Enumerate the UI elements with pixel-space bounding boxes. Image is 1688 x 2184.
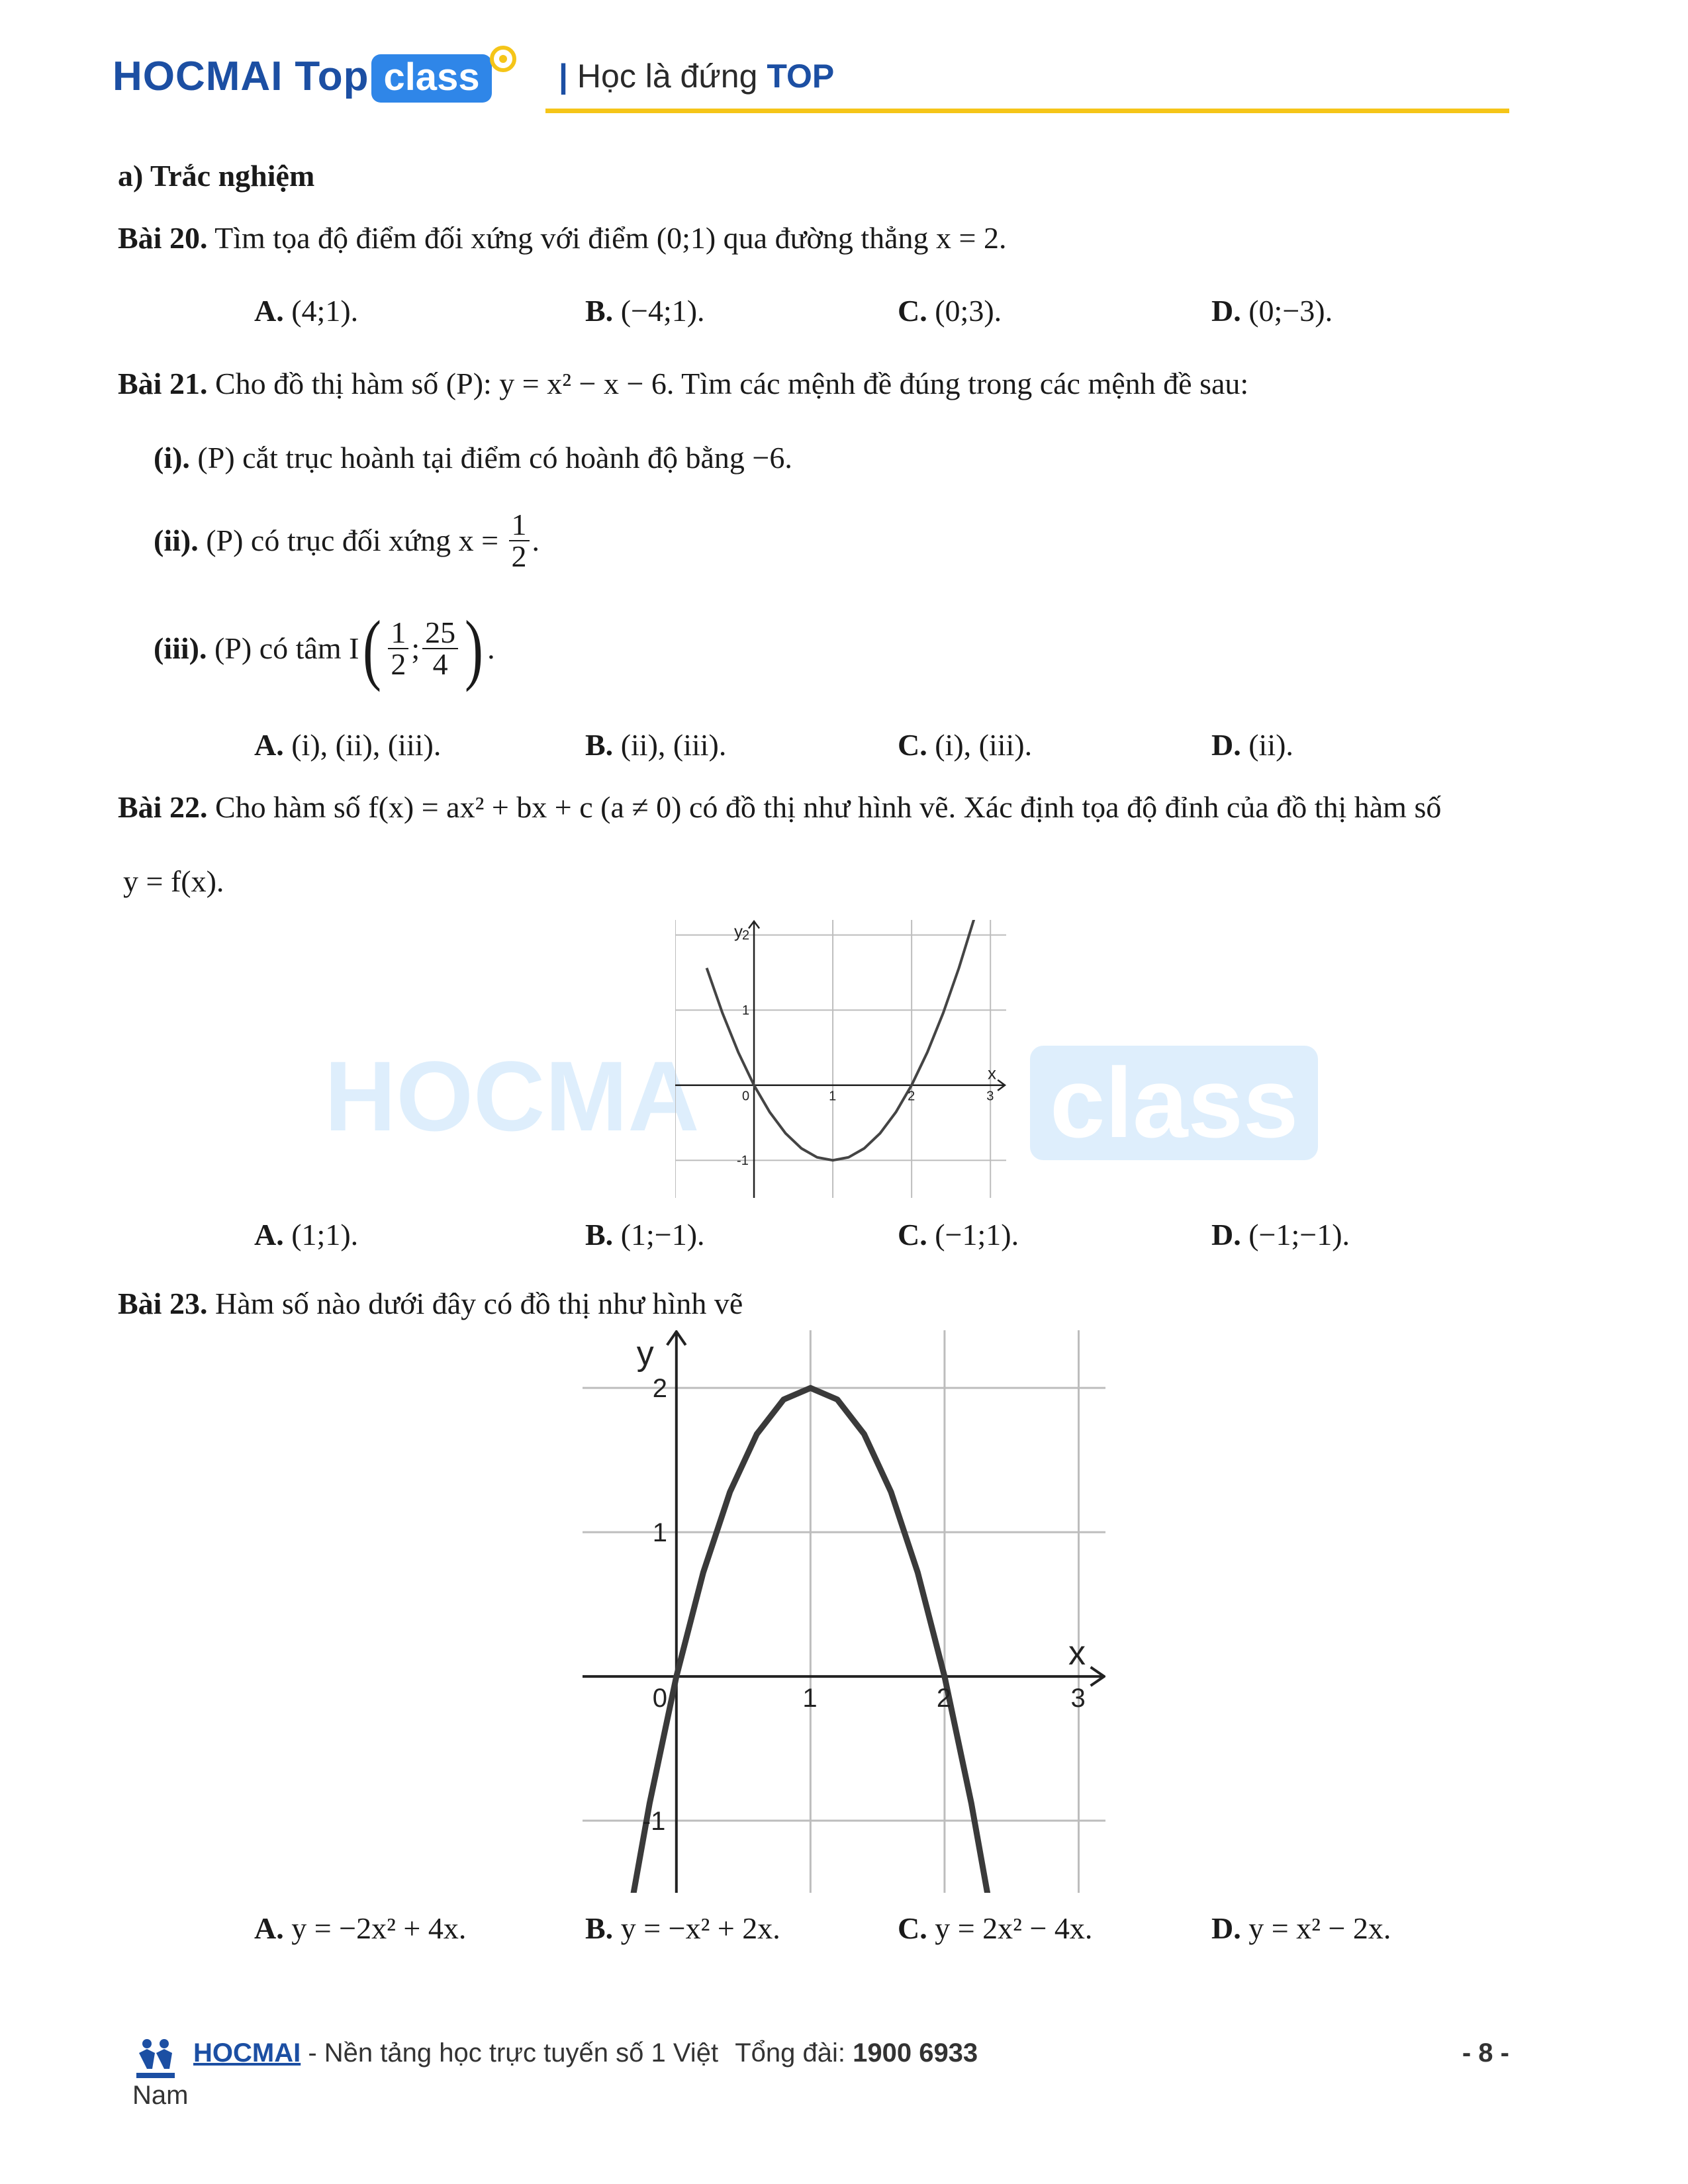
- q22-question-line2: y = f(x).: [123, 864, 224, 898]
- q20-option-b: [585, 291, 705, 331]
- fraction: [509, 510, 530, 572]
- fraction-numerator: 1: [509, 510, 530, 541]
- x-tick-label: 0: [652, 1684, 668, 1713]
- q20-label: Bài 20.: [118, 221, 208, 255]
- statement-label: (ii).: [154, 523, 199, 557]
- y-axis-label: y: [734, 921, 743, 941]
- option-value: (1;1).: [291, 1218, 359, 1251]
- x-tick-label: 0: [742, 1089, 750, 1104]
- fraction-denominator: 4: [432, 647, 448, 681]
- x-tick-label: 3: [986, 1089, 994, 1104]
- q20-text: Tìm tọa độ điểm đối xứng với điểm (0;1) qua đường thẳng x = 2.: [214, 221, 1007, 255]
- option-key: B.: [585, 1218, 614, 1251]
- q21-question: [118, 364, 1248, 404]
- watermark-left: HOCMA: [324, 1040, 700, 1152]
- q21-option-a: [254, 725, 441, 765]
- x-tick-label: 2: [908, 1089, 915, 1104]
- option-value: (−1;−1).: [1248, 1218, 1350, 1251]
- header-rule: [545, 109, 1509, 113]
- sun-icon: [488, 44, 518, 74]
- q22-text: Cho hàm số f(x) = ax² + bx + c (a ≠ 0) có đồ thị như hình vẽ. Xác định tọa độ đỉnh của đồ thị hàm số: [214, 790, 1442, 824]
- option-key: A.: [254, 294, 284, 328]
- q21-option-b: [585, 725, 726, 765]
- q20-option-d: [1211, 291, 1333, 331]
- option-key: C.: [898, 728, 927, 762]
- option-value: y = −2x² + 4x.: [291, 1911, 467, 1945]
- q23-option-b: [585, 1909, 780, 1948]
- y-tick-label: 1: [652, 1518, 668, 1548]
- q22-label: Bài 22.: [118, 790, 208, 824]
- logo-class: class: [371, 54, 491, 103]
- tagline: [559, 57, 834, 95]
- option-value: (1;−1).: [620, 1218, 705, 1251]
- parabola-curve: [707, 920, 975, 1160]
- q20-option-c: [898, 291, 1002, 331]
- option-value: (ii), (iii).: [620, 728, 727, 762]
- y-tick-label: 1: [742, 1003, 750, 1019]
- option-key: C.: [898, 294, 927, 328]
- logo: [113, 53, 492, 100]
- q20-option-a: [254, 291, 358, 331]
- header: [113, 46, 1509, 119]
- logo-top: Top: [295, 54, 369, 99]
- statement-text: (P) có tâm I: [214, 631, 359, 665]
- y-tick-label: 2: [742, 928, 750, 943]
- q23-question: [118, 1284, 743, 1324]
- option-value: (−4;1).: [620, 294, 705, 328]
- option-value: (0;3).: [935, 294, 1002, 328]
- fraction-denominator: 2: [391, 647, 406, 681]
- y-tick-label: -1: [641, 1807, 666, 1837]
- q22-question: [118, 788, 1441, 827]
- q23-graph: [583, 1330, 1105, 1893]
- q21-text: Cho đồ thị hàm số (P): y = x² − x − 6. Tìm các mệnh đề đúng trong các mệnh đề sau:: [214, 367, 1249, 400]
- option-key: B.: [585, 1911, 614, 1945]
- option-value: (4;1).: [291, 294, 359, 328]
- option-key: B.: [585, 294, 614, 328]
- tagline-bar: |: [559, 58, 568, 95]
- x-tick-label: 1: [802, 1684, 818, 1713]
- q21-label: Bài 21.: [118, 367, 208, 400]
- q22-option-b: [585, 1215, 705, 1255]
- option-key: A.: [254, 1218, 284, 1251]
- option-key: A.: [254, 728, 284, 762]
- footer-text: - Nền tảng học trực tuyến số 1 Việt: [308, 2038, 719, 2068]
- q23-label: Bài 23.: [118, 1287, 208, 1320]
- option-key: D.: [1211, 1218, 1241, 1251]
- x-axis-label: x: [988, 1063, 996, 1083]
- option-value: y = x² − 2x.: [1248, 1911, 1391, 1945]
- option-key: D.: [1211, 728, 1241, 762]
- q23-text: Hàm số nào dưới đây có đồ thị như hình vẽ: [214, 1287, 743, 1320]
- q22-option-a: [254, 1215, 358, 1255]
- footer-line: [193, 2038, 978, 2068]
- fraction-numerator: 1: [388, 617, 408, 649]
- fraction: [388, 617, 408, 680]
- footer-hotline-label: Tổng đài:: [735, 2038, 845, 2068]
- option-value: (i), (ii), (iii).: [291, 728, 442, 762]
- option-value: (0;−3).: [1248, 294, 1333, 328]
- y-tick-label: 2: [652, 1374, 668, 1404]
- x-tick-label: 1: [829, 1089, 837, 1104]
- option-key: C.: [898, 1218, 927, 1251]
- x-tick-label: 3: [1070, 1684, 1086, 1713]
- footer-hotline: 1900 6933: [853, 2038, 978, 2068]
- page-number: - 8 -: [1462, 2038, 1509, 2068]
- fraction: [422, 617, 458, 680]
- statement-text: (P) cắt trục hoành tại điểm có hoành độ bằng −6.: [197, 441, 792, 475]
- option-key: B.: [585, 728, 614, 762]
- q22-option-c: [898, 1215, 1019, 1255]
- option-value: y = 2x² − 4x.: [935, 1911, 1093, 1945]
- fraction-denominator: 2: [511, 539, 527, 573]
- option-key: C.: [898, 1911, 927, 1945]
- option-value: y = −x² + 2x.: [620, 1911, 780, 1945]
- watermark-right: class: [1030, 1046, 1318, 1160]
- option-value: (ii).: [1248, 728, 1293, 762]
- q22-graph: [675, 920, 1006, 1198]
- fraction-numerator: 25: [422, 617, 458, 649]
- tagline-text: Học là đứng: [577, 58, 758, 95]
- tagline-top: TOP: [767, 58, 835, 95]
- q23-option-c: [898, 1909, 1092, 1948]
- statement-label: (iii).: [154, 631, 207, 665]
- q21-option-d: [1211, 725, 1293, 765]
- q21-statement-1: [154, 438, 792, 478]
- q21-option-c: [898, 725, 1032, 765]
- footer: [132, 2038, 1509, 2144]
- statement-text: (P) có trục đối xứng x =: [206, 523, 499, 557]
- q22-option-d: [1211, 1215, 1350, 1255]
- q23-option-a: [254, 1909, 466, 1948]
- y-axis-label: y: [636, 1334, 654, 1373]
- q21-statement-3: (iii). (P) có tâm I( $\frac{1}{2}$ ; $\frac{25}{4}$ ) .: [154, 604, 495, 692]
- q20-question: [118, 218, 1007, 258]
- q23-option-d: [1211, 1909, 1391, 1948]
- q21-statement-2: (ii). (P) có trục đối xứng x = $\frac{1}{2}$ .: [154, 508, 540, 573]
- x-axis-label: x: [1068, 1634, 1086, 1673]
- logo-hocmai: HOCMAI: [113, 54, 283, 99]
- hocmai-people-icon: [132, 2036, 179, 2082]
- option-key: A.: [254, 1911, 284, 1945]
- x-tick-label: 2: [936, 1684, 952, 1713]
- option-value: (−1;1).: [935, 1218, 1019, 1251]
- footer-brand[interactable]: HOCMAI: [193, 2038, 301, 2068]
- statement-label: (i).: [154, 441, 190, 475]
- option-value: (i), (iii).: [935, 728, 1033, 762]
- y-tick-label: -1: [737, 1154, 749, 1169]
- section-title: a) Trắc nghiệm: [118, 159, 315, 193]
- option-key: D.: [1211, 1911, 1241, 1945]
- option-key: D.: [1211, 294, 1241, 328]
- footer-text-cont: Nam: [132, 2081, 189, 2110]
